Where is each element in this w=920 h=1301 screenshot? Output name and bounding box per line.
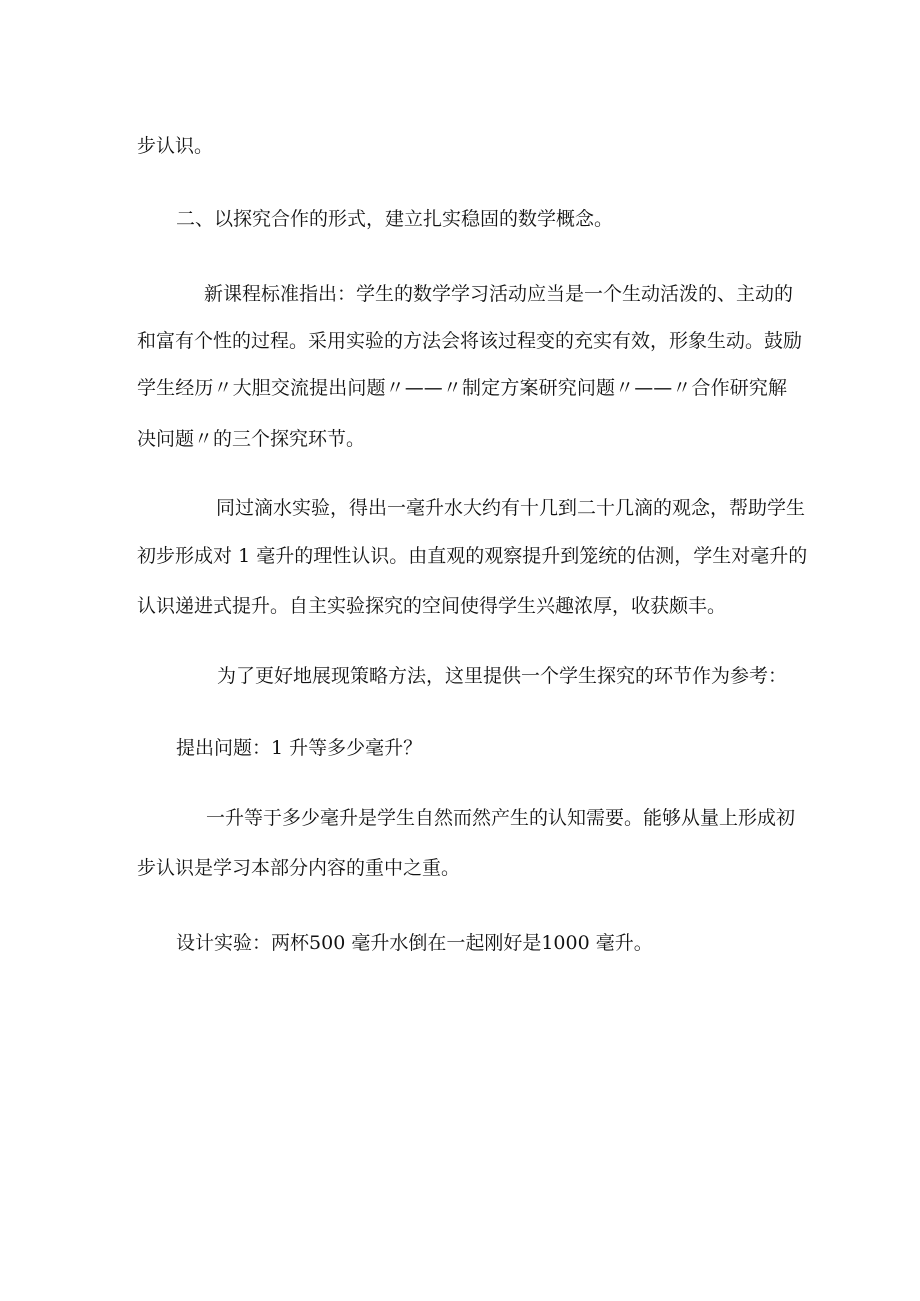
- experiment-paragraph-line-2: [137, 544, 808, 568]
- question-number: 1: [271, 737, 284, 759]
- reference-paragraph: 为了更好地展现策略方法，这里提供一个学生探究的环节作为参考：: [217, 665, 788, 687]
- need-paragraph-line-1: 一升等于多少毫升是学生自然而然产生的认知需要。能够从量上形成初: [206, 807, 796, 829]
- standard-paragraph-line-3: 学生经历〃大胆交流提出问题〃——〃制定方案研究问题〃——〃合作研究解: [137, 377, 787, 399]
- experiment-line2-number: 1: [238, 545, 251, 567]
- experiment-paragraph-line-3: 认识递进式提升。自主实验探究的空间使得学生兴趣浓厚，收获颇丰。: [137, 595, 727, 617]
- standard-paragraph-line-1: 新课程标准指出：学生的数学学习活动应当是一个生动活泼的、主动的: [204, 283, 794, 305]
- design-suffix: 毫升。: [595, 932, 653, 954]
- design-prefix: 设计实验：两杯: [176, 932, 310, 954]
- question-line: [176, 736, 826, 760]
- question-suffix: 升等多少毫升？: [289, 737, 423, 759]
- design-line: [176, 931, 826, 955]
- experiment-paragraph-line-1: 同过滴水实验，得出一毫升水大约有十几到二十几滴的观念，帮助学生: [216, 497, 806, 519]
- question-prefix: 提出问题：: [176, 737, 272, 759]
- standard-paragraph-line-4: 决问题〃的三个探究环节。: [137, 428, 366, 450]
- continuation-line: 步认识。: [137, 135, 214, 157]
- section-heading: 二、以探究合作的形式，建立扎实稳固的数学概念。: [176, 208, 614, 230]
- design-middle: 毫升水倒在一起刚好是: [351, 932, 542, 954]
- design-number-1000: 1000: [541, 932, 590, 954]
- design-number-500: 500: [309, 932, 346, 954]
- standard-paragraph-line-2: 和富有个性的过程。采用实验的方法会将该过程变的充实有效，形象生动。鼓励: [137, 330, 803, 352]
- need-paragraph-line-2: 步认识是学习本部分内容的重中之重。: [137, 857, 461, 879]
- experiment-line2-text-b: 毫升的理性认识。由直观的观察提升到笼统的估测，学生对毫升的: [256, 545, 808, 567]
- experiment-line2-text-a: 初步形成对: [137, 545, 233, 567]
